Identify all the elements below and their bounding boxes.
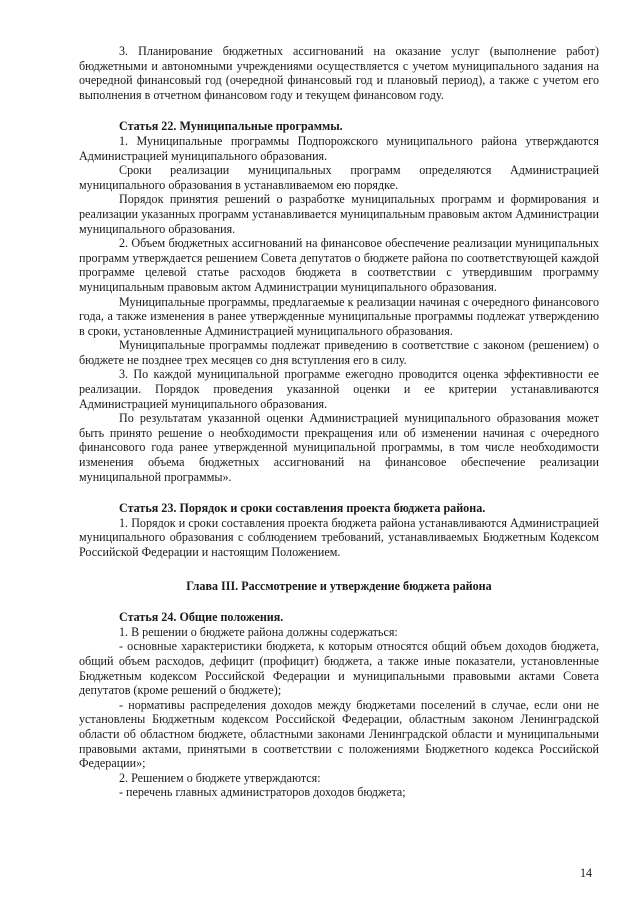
paragraph: 2. Решением о бюджете утверждаются: xyxy=(119,770,321,785)
paragraph: - нормативы распределения доходов между бюджетами поселений в случае, если они не установлены Бюджетным кодексом Российской Федерации, областным законом Ленинградской области об областном бюджете, областными законами Ленинградской области и муниципальными правовыми актами, принятыми в соответствии с положениями Бюджетного кодекса Российской Федерации»; xyxy=(79,697,599,771)
article-heading: Статья 22. Муниципальные программы. xyxy=(119,119,343,134)
chapter-heading: Глава III. Рассмотрение и утверждение бюджета района xyxy=(186,578,492,593)
paragraph: Сроки реализации муниципальных программ определяются Администрацией муниципального образования в устанавливаемом ею порядке. xyxy=(79,163,599,192)
article-heading: Статья 23. Порядок и сроки составления проекта бюджета района. xyxy=(119,501,486,516)
paragraph: - основные характеристики бюджета, к которым относятся общий объем доходов бюджета, общий объем расходов, дефицит (профицит) бюджета, а также иные показатели, установленные Бюджетным кодексом Российской Федерации и муниципальными правовыми актами Совета депутатов (кроме решений о бюджете); xyxy=(79,639,599,698)
paragraph: - перечень главных администраторов доходов бюджета; xyxy=(119,785,406,800)
paragraph: 1. Порядок и сроки составления проекта бюджета района устанавливаются Администрацией муниципального образования с соблюдением требований, устанавливаемых Бюджетным Кодексом Российской Федерации и настоящим Положением. xyxy=(79,515,599,559)
paragraph: 1. Муниципальные программы Подпорожского муниципального района утверждаются Администрацией муниципального образования. xyxy=(79,133,599,163)
paragraph: Муниципальные программы подлежат приведению в соответствие с законом (решением) о бюджете не позднее трех месяцев со дня вступления его в силу. xyxy=(79,338,599,367)
paragraph: Муниципальные программы, предлагаемые к реализации начиная с очередного финансового года, а также изменения в ранее утвержденные муниципальные программы подлежат утверждению в сроки, установленные Администрацией муниципального образования. xyxy=(79,294,599,338)
paragraph: 3. Планирование бюджетных ассигнований на оказание услуг (выполнение работ) бюджетными и автономными учреждениями осуществляется с учетом муниципального задания на очередной финансовый год (очередной финансовый год и плановый период), а также с учетом его выполнения в отчетном финансовом году и текущем финансовом году. xyxy=(79,44,599,102)
paragraph: 3. По каждой муниципальной программе ежегодно проводится оценка эффективности ее реализации. Порядок проведения указанной оценки и ее критерии устанавливаются Администрацией муниципального образования. xyxy=(79,367,599,411)
paragraph: По результатам указанной оценки Администрацией муниципального образования может быть принято решение о необходимости прекращения или об изменении начиная с очередного финансового года ранее утвержденной муниципальной программы, в том числе необходимости изменения объема бюджетных ассигнований на финансовое обеспечение реализации муниципальной программы». xyxy=(79,411,599,484)
document-body xyxy=(79,44,599,800)
article-heading: Статья 24. Общие положения. xyxy=(119,610,284,625)
paragraph: 2. Объем бюджетных ассигнований на финансовое обеспечение реализации муниципальных программ утверждается решением Совета депутатов о бюджете района по соответствующей каждой программе целевой статье расходов бюджета в соответствии с утвердившим программу муниципальным правовым актом Администрации муниципального образования. xyxy=(79,236,599,294)
page-number: 14 xyxy=(580,866,593,880)
paragraph: Порядок принятия решений о разработке муниципальных программ и формирования и реализации указанных программ устанавливается муниципальным правовым актом Администрации муниципального образования. xyxy=(79,192,599,236)
paragraph: 1. В решении о бюджете района должны содержаться: xyxy=(119,624,398,639)
